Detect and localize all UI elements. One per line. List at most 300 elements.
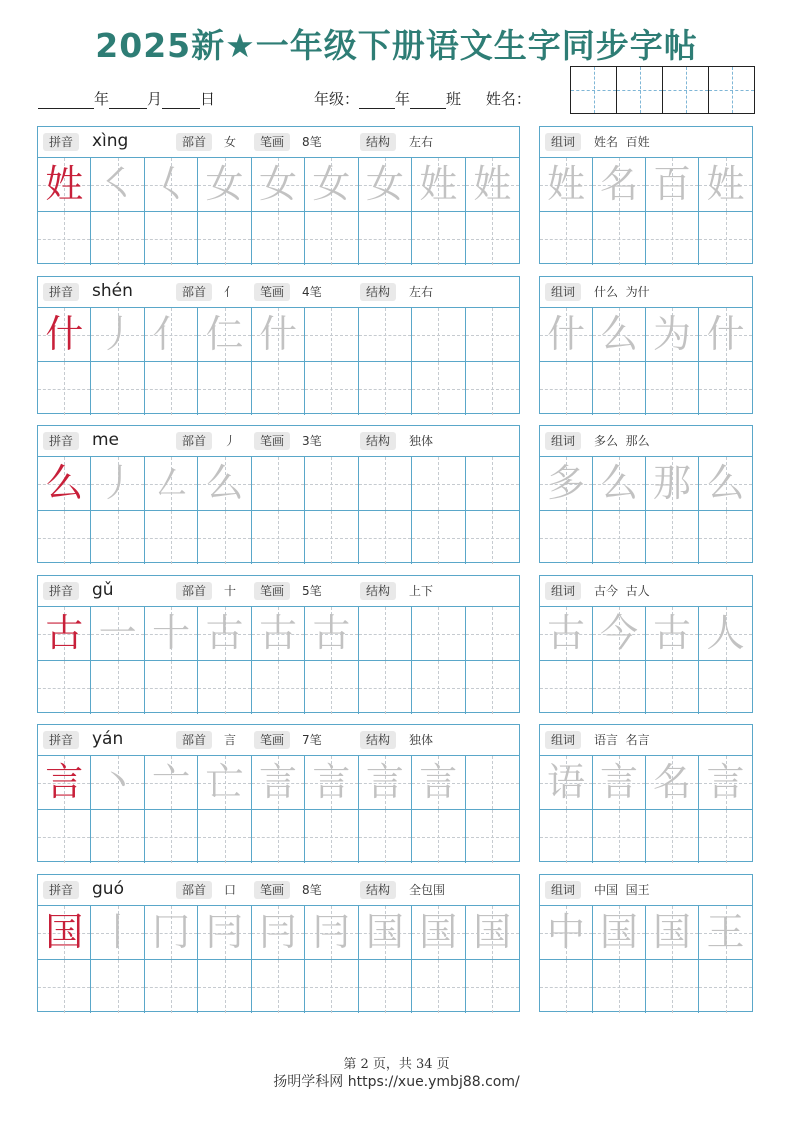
- word-character: 什: [546, 312, 585, 356]
- word-cell: [646, 960, 699, 1013]
- practice-cell: [359, 810, 412, 863]
- word-blank-row: [540, 959, 752, 1013]
- pinyin-value: shén: [92, 281, 133, 301]
- stroke-step: 女: [258, 162, 297, 206]
- word-cell: [646, 810, 699, 863]
- name-cell: [617, 67, 663, 113]
- words-tag: 组词: [545, 432, 581, 450]
- practice-cell: [466, 158, 519, 211]
- practice-cell: [412, 810, 465, 863]
- practice-cell: [412, 511, 465, 564]
- practice-cell: [252, 511, 305, 564]
- stroke-step: 冃: [258, 910, 297, 954]
- word-character: 王: [706, 910, 745, 954]
- stroke-step: 丿: [98, 312, 137, 356]
- practice-cell: [359, 756, 412, 809]
- pinyin-value: me: [92, 430, 120, 450]
- stroke-step: 亠: [152, 760, 191, 804]
- structure-value: 上下: [409, 584, 434, 598]
- structure-value: 左右: [409, 285, 434, 299]
- practice-cell: [38, 308, 91, 361]
- word-cell: [646, 607, 699, 660]
- pinyin-tag: 拼音: [43, 283, 79, 301]
- radical-tag: 部首: [176, 133, 212, 151]
- stroke-step: 冃: [312, 910, 351, 954]
- word-cell: [699, 212, 752, 265]
- word-cell: [540, 607, 593, 660]
- stroke-step: 么: [205, 461, 244, 505]
- word-character: 语: [546, 760, 585, 804]
- word-group-panel: [539, 276, 753, 414]
- stroke-order-row: [38, 906, 519, 959]
- word-cell: [646, 457, 699, 510]
- word-cell: [593, 158, 646, 211]
- practice-cell: [252, 607, 305, 660]
- blank-practice-row: [38, 809, 519, 863]
- character-info-header: [38, 576, 519, 607]
- practice-cell: [466, 308, 519, 361]
- grade-line: [314, 88, 531, 109]
- word-cell: [646, 308, 699, 361]
- name-label: 姓名：: [485, 90, 531, 108]
- practice-cell: [359, 158, 412, 211]
- word-cell: [540, 362, 593, 415]
- word-cell: [540, 308, 593, 361]
- stroke-step: 姓: [473, 162, 512, 206]
- practice-cell: [38, 511, 91, 564]
- stroke-order-row: [38, 607, 519, 660]
- practice-cell: [466, 960, 519, 1013]
- model-character: 姓: [45, 162, 84, 206]
- words-value: 语言 名言: [594, 733, 650, 747]
- word-character: 古: [546, 611, 585, 655]
- practice-cell: [38, 158, 91, 211]
- words-value: 什么 为什: [594, 285, 650, 299]
- strokes-value: 7笔: [302, 733, 322, 747]
- word-group-header: [540, 576, 752, 607]
- structure-tag: 结构: [360, 432, 396, 450]
- practice-cell: [252, 756, 305, 809]
- words-value: 古今 古人: [594, 584, 650, 598]
- practice-cell: [412, 308, 465, 361]
- word-cell: [646, 756, 699, 809]
- practice-cell: [198, 906, 251, 959]
- practice-cell: [252, 362, 305, 415]
- word-cell: [646, 362, 699, 415]
- practice-cell: [91, 158, 144, 211]
- practice-cell: [412, 457, 465, 510]
- name-grid: [570, 66, 755, 114]
- stroke-step: 女: [365, 162, 404, 206]
- strokes-tag: 笔画: [254, 432, 290, 450]
- practice-cell: [305, 511, 358, 564]
- practice-cell: [412, 158, 465, 211]
- strokes-value: 4笔: [302, 285, 322, 299]
- stroke-step: ㇜: [152, 461, 191, 505]
- stroke-step: 冃: [205, 910, 244, 954]
- practice-cell: [252, 810, 305, 863]
- word-character: 古: [652, 611, 691, 655]
- practice-cell: [359, 960, 412, 1013]
- radical-tag: 部首: [176, 731, 212, 749]
- word-cell: [593, 960, 646, 1013]
- pinyin-value: xìng: [92, 131, 129, 151]
- practice-cell: [412, 756, 465, 809]
- structure-tag: 结构: [360, 283, 396, 301]
- practice-cell: [305, 661, 358, 714]
- practice-cell: [305, 158, 358, 211]
- radical-tag: 部首: [176, 432, 212, 450]
- stroke-step: 仁: [205, 312, 244, 356]
- words-value: 多么 那么: [594, 434, 650, 448]
- grade-year-blank: [359, 94, 395, 109]
- practice-cell: [412, 661, 465, 714]
- practice-cell: [38, 906, 91, 959]
- character-info-header: [38, 426, 519, 457]
- word-cell: [699, 511, 752, 564]
- word-cell: [699, 756, 752, 809]
- word-cell: [593, 362, 646, 415]
- strokes-tag: 笔画: [254, 133, 290, 151]
- word-group-panel: [539, 874, 753, 1012]
- practice-cell: [145, 362, 198, 415]
- structure-value: 全包围: [409, 883, 446, 897]
- pinyin-value: gǔ: [92, 580, 114, 600]
- word-group-panel: [539, 126, 753, 264]
- date-line: [38, 88, 215, 109]
- page-number: 第 2 页，共 34 页: [343, 1057, 450, 1072]
- word-blank-row: [540, 809, 752, 863]
- word-cell: [699, 362, 752, 415]
- strokes-value: 3笔: [302, 434, 322, 448]
- practice-cell: [305, 756, 358, 809]
- practice-cell: [38, 607, 91, 660]
- name-cell: [663, 67, 709, 113]
- word-character: 今: [599, 611, 638, 655]
- character-block: [37, 276, 753, 415]
- structure-tag: 结构: [360, 881, 396, 899]
- stroke-step: 国: [365, 910, 404, 954]
- month-label: 月: [147, 90, 163, 108]
- word-cell: [540, 756, 593, 809]
- word-character: 国: [652, 910, 691, 954]
- word-character: 言: [599, 760, 638, 804]
- practice-cell: [359, 212, 412, 265]
- word-character: 言: [706, 760, 745, 804]
- strokes-tag: 笔画: [254, 283, 290, 301]
- pinyin-value: guó: [92, 879, 124, 899]
- character-info-header: [38, 127, 519, 158]
- practice-cell: [252, 308, 305, 361]
- practice-grid: [37, 575, 520, 713]
- practice-cell: [198, 756, 251, 809]
- structure-value: 左右: [409, 135, 434, 149]
- word-character: 人: [706, 611, 745, 655]
- radical-value: 女: [224, 135, 237, 149]
- words-value: 中国 国王: [594, 883, 650, 897]
- grade-class-label: 班: [446, 90, 462, 108]
- practice-cell: [412, 906, 465, 959]
- word-cell: [593, 511, 646, 564]
- stroke-order-row: [38, 158, 519, 211]
- practice-cell: [198, 362, 251, 415]
- model-character: 古: [45, 611, 84, 655]
- structure-tag: 结构: [360, 731, 396, 749]
- word-cell: [593, 308, 646, 361]
- pinyin-tag: 拼音: [43, 881, 79, 899]
- year-blank: [38, 94, 94, 109]
- practice-cell: [412, 362, 465, 415]
- practice-cell: [466, 906, 519, 959]
- practice-cell: [145, 960, 198, 1013]
- radical-value: 十: [224, 584, 237, 598]
- model-character: 什: [45, 312, 84, 356]
- practice-cell: [38, 661, 91, 714]
- blank-practice-row: [38, 959, 519, 1013]
- word-character: 名: [652, 760, 691, 804]
- practice-cell: [91, 661, 144, 714]
- word-cell: [540, 212, 593, 265]
- stroke-step: 言: [365, 760, 404, 804]
- day-blank: [162, 94, 200, 109]
- word-group-header: [540, 426, 752, 457]
- structure-value: 独体: [409, 733, 434, 747]
- word-cell: [540, 661, 593, 714]
- practice-cell: [359, 511, 412, 564]
- practice-cell: [91, 308, 144, 361]
- practice-cell: [38, 212, 91, 265]
- stroke-step: 亻: [152, 312, 191, 356]
- practice-cell: [466, 756, 519, 809]
- practice-grid: [37, 276, 520, 414]
- word-cell: [699, 308, 752, 361]
- practice-cell: [305, 362, 358, 415]
- word-blank-row: [540, 660, 752, 714]
- radical-tag: 部首: [176, 881, 212, 899]
- practice-grid: [37, 425, 520, 563]
- word-char-row: [540, 607, 752, 660]
- character-info-header: [38, 277, 519, 308]
- practice-cell: [38, 457, 91, 510]
- word-blank-row: [540, 211, 752, 265]
- stroke-order-row: [38, 756, 519, 809]
- word-cell: [699, 906, 752, 959]
- day-label: 日: [200, 90, 216, 108]
- practice-cell: [252, 158, 305, 211]
- word-group-panel: [539, 575, 753, 713]
- practice-cell: [198, 607, 251, 660]
- practice-cell: [466, 362, 519, 415]
- stroke-step: 丶: [98, 760, 137, 804]
- word-character: 么: [706, 461, 745, 505]
- stroke-step: 古: [312, 611, 351, 655]
- practice-cell: [38, 810, 91, 863]
- word-character: 多: [546, 461, 585, 505]
- word-cell: [699, 960, 752, 1013]
- stroke-step: 亡: [205, 760, 244, 804]
- word-cell: [540, 906, 593, 959]
- radical-value: 亻: [224, 285, 237, 299]
- word-cell: [540, 511, 593, 564]
- practice-grid: [37, 126, 520, 264]
- stroke-step: 一: [98, 611, 137, 655]
- practice-cell: [305, 308, 358, 361]
- word-cell: [699, 607, 752, 660]
- practice-grid: [37, 724, 520, 862]
- word-char-row: [540, 158, 752, 211]
- practice-cell: [145, 308, 198, 361]
- site-link: 扬明学科网 https://xue.ymbj88.com/: [273, 1074, 520, 1090]
- word-character: 百: [652, 162, 691, 206]
- structure-tag: 结构: [360, 133, 396, 151]
- character-block: [37, 126, 753, 265]
- practice-cell: [305, 960, 358, 1013]
- word-cell: [646, 212, 699, 265]
- word-cell: [593, 212, 646, 265]
- practice-cell: [198, 457, 251, 510]
- word-group-panel: [539, 425, 753, 563]
- word-group-header: [540, 875, 752, 906]
- character-info-header: [38, 875, 519, 906]
- practice-cell: [145, 158, 198, 211]
- blank-practice-row: [38, 211, 519, 265]
- year-label: 年: [94, 90, 110, 108]
- word-character: 国: [599, 910, 638, 954]
- radical-tag: 部首: [176, 283, 212, 301]
- word-blank-row: [540, 510, 752, 564]
- grade-year-label: 年: [395, 90, 411, 108]
- practice-cell: [145, 457, 198, 510]
- practice-cell: [412, 212, 465, 265]
- words-tag: 组词: [545, 283, 581, 301]
- practice-cell: [38, 960, 91, 1013]
- practice-grid: [37, 874, 520, 1012]
- practice-cell: [91, 362, 144, 415]
- model-character: 国: [45, 910, 84, 954]
- radical-tag: 部首: [176, 582, 212, 600]
- strokes-value: 8笔: [302, 883, 322, 897]
- stroke-step: 言: [312, 760, 351, 804]
- stroke-step: 女: [205, 162, 244, 206]
- blank-practice-row: [38, 510, 519, 564]
- word-cell: [540, 457, 593, 510]
- stroke-step: 丿: [98, 461, 137, 505]
- practice-cell: [305, 810, 358, 863]
- stroke-step: 姓: [419, 162, 458, 206]
- word-cell: [646, 906, 699, 959]
- words-tag: 组词: [545, 731, 581, 749]
- strokes-value: 8笔: [302, 135, 322, 149]
- word-character: 为: [652, 312, 691, 356]
- model-character: 么: [45, 461, 84, 505]
- word-char-row: [540, 906, 752, 959]
- strokes-value: 5笔: [302, 584, 322, 598]
- word-group-header: [540, 725, 752, 756]
- practice-cell: [91, 906, 144, 959]
- words-tag: 组词: [545, 881, 581, 899]
- word-character: 什: [706, 312, 745, 356]
- stroke-step: 冂: [152, 910, 191, 954]
- practice-cell: [198, 212, 251, 265]
- practice-cell: [359, 457, 412, 510]
- pinyin-tag: 拼音: [43, 432, 79, 450]
- name-cell: [709, 67, 755, 113]
- practice-cell: [91, 457, 144, 510]
- word-cell: [699, 661, 752, 714]
- word-cell: [699, 158, 752, 211]
- word-group-header: [540, 277, 752, 308]
- stroke-order-row: [38, 457, 519, 510]
- word-cell: [593, 810, 646, 863]
- character-block: [37, 425, 753, 564]
- radical-value: 言: [224, 733, 237, 747]
- words-tag: 组词: [545, 133, 581, 151]
- words-value: 姓名 百姓: [594, 135, 650, 149]
- word-cell: [699, 457, 752, 510]
- practice-cell: [359, 906, 412, 959]
- practice-cell: [91, 212, 144, 265]
- practice-cell: [145, 607, 198, 660]
- month-blank: [109, 94, 147, 109]
- practice-cell: [198, 308, 251, 361]
- stroke-step: 𡿨: [152, 162, 191, 206]
- practice-cell: [252, 960, 305, 1013]
- word-blank-row: [540, 361, 752, 415]
- practice-cell: [145, 756, 198, 809]
- word-group-header: [540, 127, 752, 158]
- word-character: 名: [599, 162, 638, 206]
- practice-cell: [91, 960, 144, 1013]
- word-cell: [646, 511, 699, 564]
- character-block: [37, 874, 753, 1013]
- name-cell: [571, 67, 617, 113]
- stroke-step: 言: [419, 760, 458, 804]
- word-cell: [646, 158, 699, 211]
- practice-cell: [359, 362, 412, 415]
- practice-cell: [198, 661, 251, 714]
- word-char-row: [540, 756, 752, 809]
- pinyin-tag: 拼音: [43, 133, 79, 151]
- practice-cell: [466, 457, 519, 510]
- practice-cell: [91, 607, 144, 660]
- practice-cell: [252, 906, 305, 959]
- practice-cell: [145, 511, 198, 564]
- word-cell: [593, 756, 646, 809]
- practice-cell: [198, 960, 251, 1013]
- word-cell: [699, 810, 752, 863]
- practice-cell: [305, 906, 358, 959]
- practice-cell: [466, 212, 519, 265]
- practice-cell: [145, 212, 198, 265]
- practice-cell: [305, 212, 358, 265]
- word-character: 么: [599, 461, 638, 505]
- practice-cell: [91, 756, 144, 809]
- blank-practice-row: [38, 361, 519, 415]
- practice-cell: [359, 308, 412, 361]
- strokes-tag: 笔画: [254, 881, 290, 899]
- practice-cell: [359, 607, 412, 660]
- practice-cell: [305, 457, 358, 510]
- word-character: 姓: [546, 162, 585, 206]
- practice-cell: [145, 810, 198, 863]
- practice-cell: [359, 661, 412, 714]
- practice-cell: [412, 607, 465, 660]
- practice-cell: [198, 158, 251, 211]
- word-cell: [593, 906, 646, 959]
- model-character: 言: [45, 760, 84, 804]
- practice-cell: [252, 661, 305, 714]
- practice-cell: [252, 457, 305, 510]
